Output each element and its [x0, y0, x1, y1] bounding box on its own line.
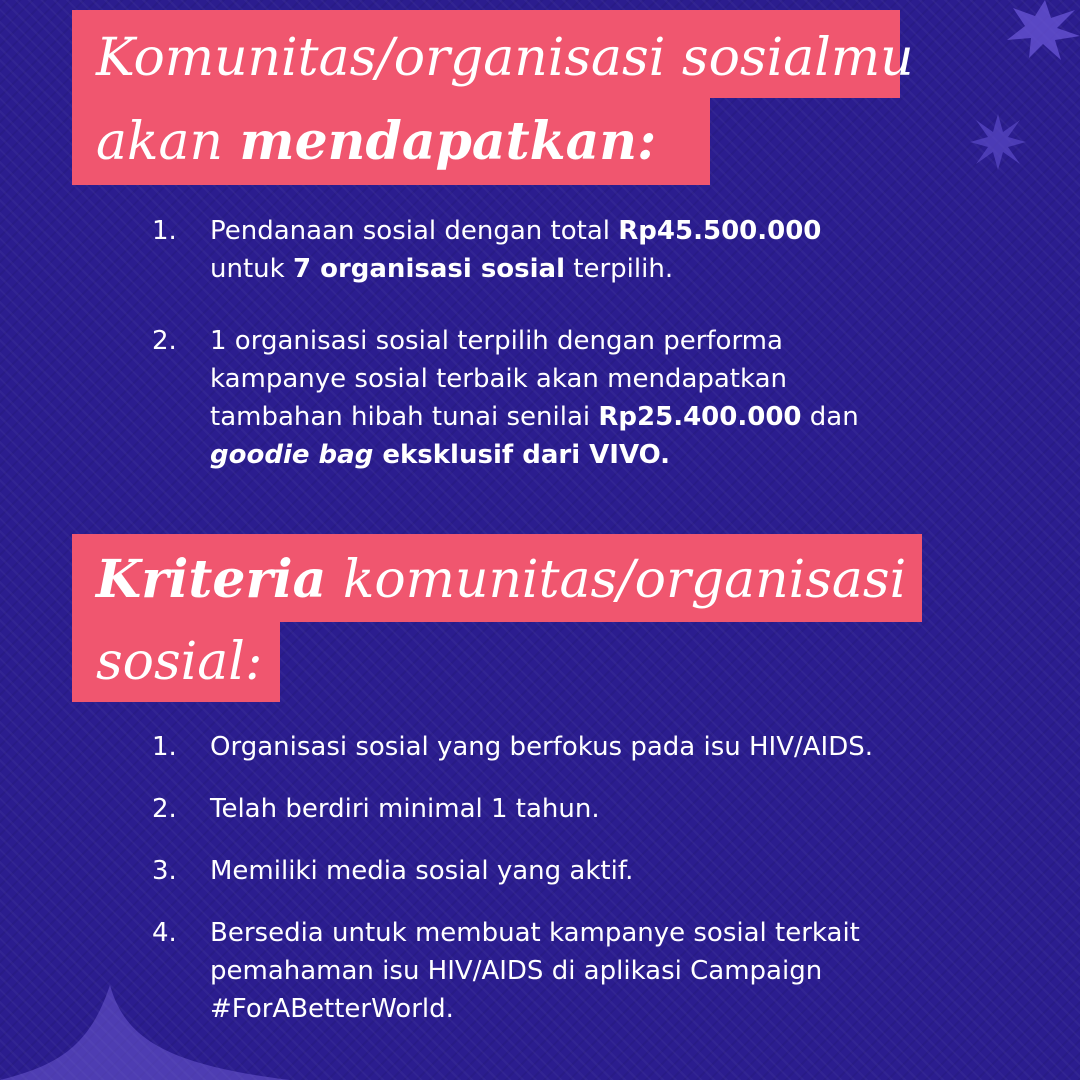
benefit-1-line2: untuk 7 organisasi sosial terpilih.: [210, 254, 674, 284]
heading-criteria-line1: [72, 534, 922, 622]
list-item: [152, 790, 1052, 852]
benefit-2-line3: tambahan hibah tunai senilai Rp25.400.000 dan: [210, 402, 859, 432]
list-item: [152, 728, 1052, 790]
list-item-number: 1.: [152, 216, 177, 246]
criteria-list: [152, 728, 1052, 1028]
list-item: [152, 212, 1032, 322]
benefit-1-line1: Pendanaan sosial dengan total Rp45.500.000: [210, 216, 822, 246]
heading-benefits-line2-light: akan: [96, 112, 240, 172]
heading-benefits-line2: [72, 98, 710, 185]
criteria-4-line2: pemahaman isu HIV/AIDS di aplikasi Campaign: [210, 956, 823, 986]
benefit-2-line1: 1 organisasi sosial terpilih dengan performa: [210, 326, 783, 356]
list-item-number: 1.: [152, 732, 177, 762]
heading-criteria-line2-text: sosial:: [96, 632, 263, 692]
criteria-3-text: Memiliki media sosial yang aktif.: [210, 856, 634, 886]
heading-criteria-line1-light: komunitas/organisasi: [326, 550, 907, 610]
star-decoration-top-right-icon: [985, 0, 1080, 60]
benefits-list: [152, 212, 1032, 474]
criteria-2-text: Telah berdiri minimal 1 tahun.: [210, 794, 600, 824]
criteria-4-line1: Bersedia untuk membuat kampanye sosial terkait: [210, 918, 860, 948]
benefit-2-line2: kampanye sosial terbaik akan mendapatkan: [210, 364, 788, 394]
list-item-number: 3.: [152, 856, 177, 886]
criteria-1-text: Organisasi sosial yang berfokus pada isu HIV/AIDS.: [210, 732, 874, 762]
benefit-2-line4: goodie bag eksklusif dari VIVO.: [210, 440, 671, 470]
list-item: [152, 852, 1052, 914]
list-item-number: 2.: [152, 794, 177, 824]
heading-benefits-line1: [72, 10, 914, 98]
heading-benefits-line2-bold: mendapatkan:: [239, 111, 657, 172]
star-decoration-right-icon: [968, 112, 1028, 172]
heading-criteria-line1-bold: Kriteria: [96, 549, 327, 610]
criteria-4-line3: #ForABetterWorld.: [210, 994, 454, 1024]
heading-benefits-line1-text: Komunitas/organisasi sosialmu: [96, 28, 914, 88]
list-item: [152, 322, 1032, 474]
list-item-number: 2.: [152, 326, 177, 356]
list-item-number: 4.: [152, 918, 177, 948]
heading-criteria-line2: [72, 622, 280, 702]
list-item: [152, 914, 1052, 1028]
